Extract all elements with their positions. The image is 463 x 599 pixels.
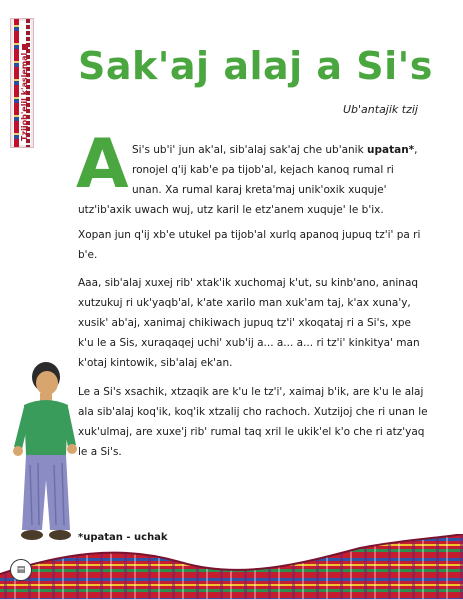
sidebar-label: Tzijob'elil k'aslemal: [20, 23, 29, 141]
paragraph-4: Le a Si's xsachik, xtzaqik are k'u le tz'i', xaimaj b'ik, are k'u le alaj ala sib'alaj koq'ik, koq'ik xtzalij cho rachoch. Xutzijoj che ri unan le xuk'ulmaj, are xuxe'j rib' rumal taq xril le ukik'el k'o che ri atz'yaq le a Si's.: [78, 386, 428, 458]
book-icon: ▤: [10, 559, 32, 581]
sidebar-tab: [10, 18, 34, 148]
woven-fabric-border: [0, 534, 463, 599]
paragraph-3: Aaa, sib'alaj xuxej rib' xtak'ik xuchomaj k'ut, su kinb'ano, aninaq xutzukuj ri uk'yaqb'al, k'ate xarilo man xuk'am taj, k'ax xuna'y, xusik' ab'aj, xanimaj chikiwach jupuq tz'i' xkoqataj ri a Si's, xpe k'u le a Sis, xuraqaqej uchi' xub'ij a... a... a... ri tz'i' kinkitya' man k'otaj kintowik, sib'alaj ek'an.: [78, 277, 420, 369]
woven-band: [14, 19, 19, 147]
drop-cap: A: [76, 125, 129, 204]
footnote: *upatan - uchak: [78, 532, 168, 543]
paragraph-2: Xopan jun q'ij xb'e utukel pa tijob'al xurlq apanoq jupuq tz'i' pa ri b'e.: [78, 229, 421, 261]
page-subtitle: Ub'antajik tzij: [342, 103, 418, 116]
boy-illustration: [4, 355, 84, 555]
page-title: Sak'aj alaj a Si's: [78, 44, 433, 88]
paragraph-1-end: utz'ib'axik uwach wuj, utz karil le etz'anem xuquje' le b'ix.: [78, 204, 384, 216]
paragraph-1: Si's ub'i' jun ak'al, sib'alaj sak'aj che ub'anik upatan*, ronojel q'ij kab'e pa tijob'al, kejach kanoq rumal ri unan. Xa rumal karaj kreta'maj unik'oxik xuquje': [132, 144, 418, 196]
